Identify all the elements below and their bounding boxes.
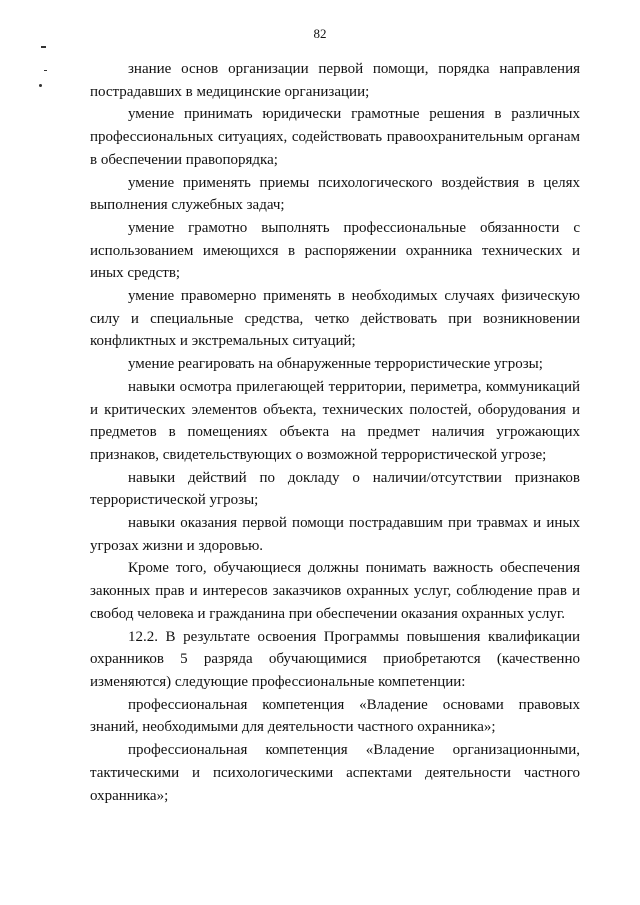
paragraph-first-aid-knowledge: знание основ организации первой помощи, порядка направления пострадавших в медицинские организации; — [90, 61, 580, 100]
paragraph-physical-force: умение правомерно применять в необходимых случаях физическую силу и специальные средства, четко действовать при возникновении конфликтных и экстремальных ситуаций; — [90, 288, 580, 350]
scan-speck — [39, 84, 42, 87]
scan-speck — [41, 46, 46, 48]
paragraph-psychological-techniques: умение применять приемы психологического воздействия в целях выполнения служебных задач; — [90, 174, 580, 214]
paragraph-rights-importance: Кроме того, обучающиеся должны понимать важность обеспечения законных прав и интересов заказчиков охранных услуг, соблюдение прав и свобод человека и гражданина при обеспечении оказания охранных услуг. — [90, 560, 580, 622]
page-number: 82 — [313, 26, 327, 41]
paragraph-terrorist-threat-response: умение реагировать на обнаруженные террористические угрозы; — [128, 356, 543, 373]
paragraph-inspection-skills: навыки осмотра прилегающей территории, периметра, коммуникаций и критических элементов объекта, технических полостей, оборудования и предметов в помещениях объекта на предмет наличия угрожающих признаков, свидетельствующих о возможной террористической угрозе; — [90, 378, 580, 463]
paragraph-reporting-skills: навыки действий по докладу о наличии/отсутствии признаков террористической угрозы; — [90, 469, 580, 509]
paragraph-competence-organizational: профессиональная компетенция «Владение организационными, тактическими и психологическими аспектами деятельности частного охранника»; — [90, 742, 580, 804]
paragraph-section-12-2: 12.2. В результате освоения Программы повышения квалификации охранников 5 разряда обучающимися приобретаются (качественно изменяются) следующие профессиональные компетенции: — [90, 628, 580, 690]
paragraph-legal-decisions: умение принимать юридически грамотные решения в различных профессиональных ситуациях, содействовать правоохранительным органам в обеспечении правопорядка; — [90, 106, 580, 168]
document-body — [90, 58, 580, 807]
paragraph-technical-means: умение грамотно выполнять профессиональные обязанности с использованием имеющихся в распоряжении охранника технических и иных средств; — [90, 219, 580, 282]
scan-speck — [44, 70, 47, 71]
paragraph-first-aid-skills: навыки оказания первой помощи пострадавшим при травмах и иных угрозах жизни и здоровью. — [90, 515, 580, 554]
paragraph-competence-legal: профессиональная компетенция «Владение основами правовых знаний, необходимыми для деятельности частного охранника»; — [90, 696, 580, 736]
